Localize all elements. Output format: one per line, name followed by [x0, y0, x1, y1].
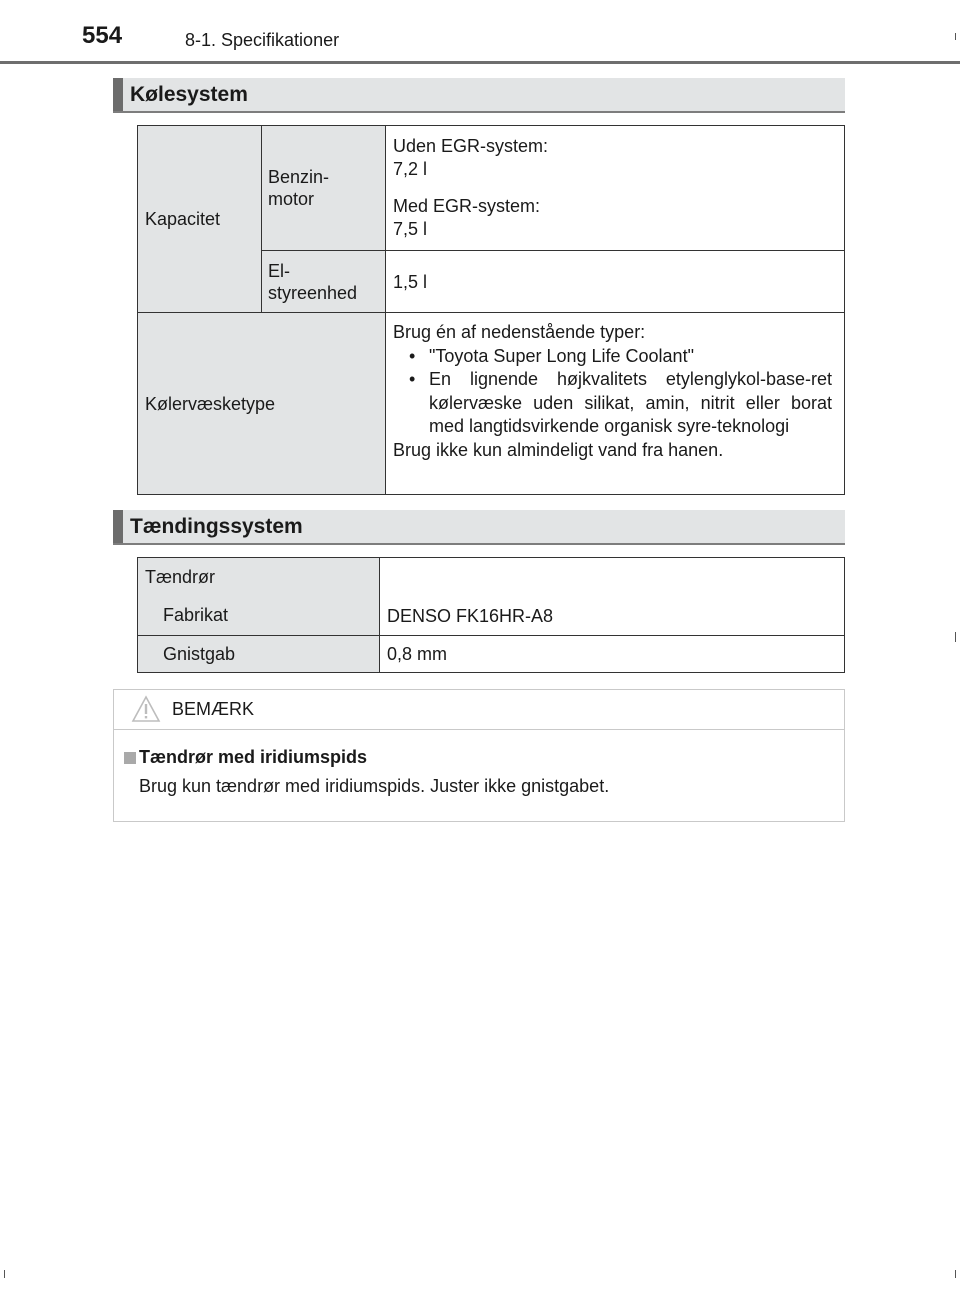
- section-title-ignition: Tændingssystem: [130, 515, 303, 538]
- crop-mark: [4, 1270, 5, 1278]
- uden-egr-label: Uden EGR-system:: [393, 136, 549, 156]
- note-title: Tændrør med iridiumspids: [139, 747, 368, 767]
- note-label: BEMÆRK: [172, 699, 255, 719]
- med-egr-label: Med EGR-system:: [393, 196, 541, 216]
- gap-label: Gnistgab: [138, 636, 380, 673]
- spark-plug-label: Tændrør: [145, 567, 216, 587]
- crop-mark: [955, 632, 956, 642]
- coolant-intro: Brug én af nedenstående typer:: [393, 322, 646, 342]
- engine-capacity-value: [386, 126, 845, 251]
- chapter-title: 8-1. Specifikationer: [185, 30, 340, 50]
- note-box: [113, 689, 845, 822]
- med-egr-amount: 7,5 l: [393, 219, 428, 239]
- brand-value: DENSO FK16HR-A8: [380, 558, 845, 636]
- note-body: Brug kun tændrør med iridiumspids. Juster ikke gnistgabet.: [139, 776, 610, 796]
- capacity-label: Kapacitet: [138, 126, 262, 313]
- section-heading-cooling: [113, 78, 845, 113]
- section-heading-ignition: [113, 510, 845, 545]
- ignition-table: [137, 557, 845, 673]
- spark-plug-cell: [138, 558, 380, 636]
- engine-label: Benzin-motor: [262, 126, 386, 251]
- coolant-outro: Brug ikke kun almindeligt vand fra hanen.: [393, 439, 724, 460]
- control-unit-value: 1,5 l: [386, 251, 845, 313]
- coolant-type-item: • "Toyota Super Long Life Coolant": [393, 345, 832, 369]
- coolant-type-label: Kølervæsketype: [138, 313, 386, 495]
- uden-egr-amount: 7,2 l: [393, 159, 428, 179]
- section-accent: [113, 78, 123, 111]
- section-accent: [113, 510, 123, 543]
- page-number: 554: [82, 22, 123, 49]
- warning-triangle-icon: [131, 695, 161, 723]
- brand-label: Fabrikat: [163, 605, 229, 625]
- note-divider: [114, 729, 844, 730]
- gap-value: 0,8 mm: [380, 636, 845, 673]
- section-title-cooling: Kølesystem: [130, 83, 248, 106]
- cooling-table: [137, 125, 845, 495]
- header-rule: [0, 61, 960, 64]
- coolant-type-list: [393, 345, 832, 439]
- coolant-type-item: • En lignende højkvalitets etylenglykol-base-ret kølervæske uden silikat, amin, nitrit eller borat med langtidsvirkende organisk syre-teknologi: [393, 368, 832, 439]
- bullet-square-icon: [124, 752, 136, 764]
- coolant-type-value: [386, 313, 845, 495]
- crop-mark: [955, 33, 956, 40]
- control-unit-label: El-styreenhed: [262, 251, 386, 313]
- crop-mark: [955, 1270, 956, 1278]
